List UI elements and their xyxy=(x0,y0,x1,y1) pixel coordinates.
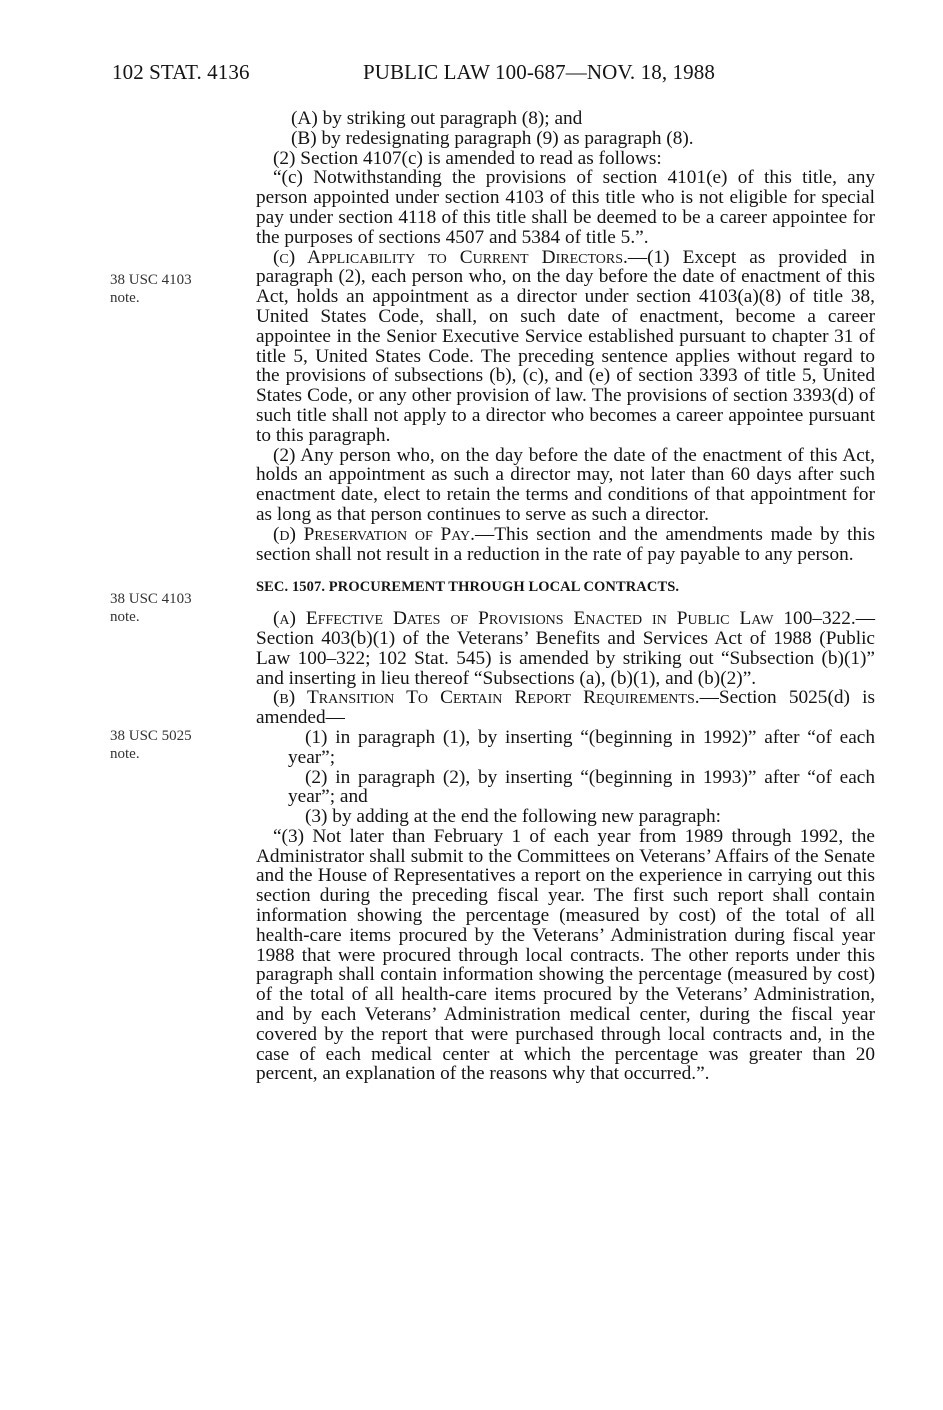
quoted-subsection-c: “(c) Notwithstanding the provisions of section 4101(e) of this title, any person appointed under section 4103 of this title who is not eligible for special pay under section 4118 of this title shall be deemed to be a career appointee for the purposes of sections 4507 and 5384 of title 5.”. xyxy=(256,167,875,248)
subsection-c-paragraph-2: (2) Any person who, on the day before the date of the enactment of this Act, holds an appointment as such a director may, not later than 60 days after such enactment date, elect to retain the terms and conditions of that appointment for as long as that person continues to serve as such a director. xyxy=(256,444,875,525)
running-title-header: PUBLIC LAW 100-687—NOV. 18, 1988 xyxy=(363,60,715,84)
subsection-b-heading: (b) Transition To Certain Report Requirements. xyxy=(273,687,700,709)
subsection-b-transition xyxy=(256,688,875,728)
page-number-header: 102 STAT. 4136 xyxy=(112,60,250,84)
subsection-c-text: —(1) Except as provided in paragraph (2), each person who, on the day before the date of enactment of this Act, holds an appointment as a director under section 4103(a)(8) of title 38, United States Code, shall, on such date of enactment, become a career appointee in the Senior Executive Service established pursuant to chapter 31 of title 5, United States Code. The preceding sentence applies without regard to the provisions of subsections (b), (c), and (e) of section 3393 of title 5, United States Code, or any other provision of law. The provisions of section 3393(d) of such title shall not apply to a director who becomes a career appointee pursuant to this paragraph. xyxy=(256,246,875,446)
margin-note-citation: 38 USC 4103 xyxy=(110,272,192,288)
subsection-c-heading: (c) Applicability to Current Directors. xyxy=(273,246,628,268)
subsection-a-text: —Section 403(b)(1) of the Veterans’ Benefits and Services Act of 1988 (Public Law 100–322; 102 Stat. 545) is amended by striking out “Subsection (b)(1)” and inserting in lieu thereof “Subsections (a), (b)(1), and (b)(2)”. xyxy=(256,608,875,689)
item-3: (3) by adding at the end the following new paragraph: xyxy=(305,806,722,828)
margin-note-suffix: note. xyxy=(110,290,140,306)
quoted-paragraph-3: “(3) Not later than February 1 of each year from 1989 through 1992, the Administrator shall submit to the Committees on Veterans’ Affairs of the Senate and the House of Representatives a report on the experience in carrying out this section during the preceding fiscal year. The first such report shall contain information showing the percentage (measured by cost) of the total of all health-care items procured by the Veterans’ Administration during fiscal year 1988 that were procured through local contracts. The other reports under this paragraph shall contain information showing the percentage (measured by cost) of the total of all health-care items procured by the Veterans’ Administration, and by each Veterans’ Administration medical center, during the fiscal year covered by the report that were purchased through local contracts and, in the case of each medical center at which the percentage was greater than 20 percent, an explanation of the reasons why that occurred.”. xyxy=(256,825,875,1085)
subsection-a-effective-dates xyxy=(256,609,875,688)
section-1507-heading: SEC. 1507. PROCUREMENT THROUGH LOCAL CONTRACTS. xyxy=(256,579,680,596)
margin-note-suffix: note. xyxy=(110,609,140,625)
statute-body xyxy=(256,109,875,1084)
clause-b-redesignate: (B) by redesignating paragraph (9) as paragraph (8). xyxy=(291,127,694,149)
margin-note-citation: 38 USC 4103 xyxy=(110,591,192,607)
margin-note-usc-4103-b xyxy=(110,590,192,626)
item-1: (1) in paragraph (1), by inserting “(beginning in 1992)” after “of each year”; xyxy=(288,726,875,768)
subsection-d-text: —This section and the amendments made by this section shall not result in a reduction in the rate of pay payable to any person. xyxy=(256,523,875,565)
margin-note-usc-5025 xyxy=(110,727,192,763)
paragraph-2-amendment: (2) Section 4107(c) is amended to read as follows: xyxy=(273,147,662,169)
subsection-d-pay xyxy=(256,525,875,565)
margin-note-usc-4103-a xyxy=(110,271,192,307)
item-2: (2) in paragraph (2), by inserting “(beginning in 1993)” after “of each year”; and xyxy=(288,766,875,808)
margin-note-suffix: note. xyxy=(110,746,140,762)
subsection-d-heading: (d) Preservation of Pay. xyxy=(273,523,475,545)
subsection-b-text: —Section 5025(d) is amended— xyxy=(256,687,875,729)
subsection-c-directors xyxy=(256,248,875,446)
clause-a-strike: (A) by striking out paragraph (8); and xyxy=(291,108,583,129)
subsection-a-heading: (a) Effective Dates of Provisions Enacted in Public Law 100–322. xyxy=(273,608,856,630)
margin-note-citation: 38 USC 5025 xyxy=(110,728,192,744)
